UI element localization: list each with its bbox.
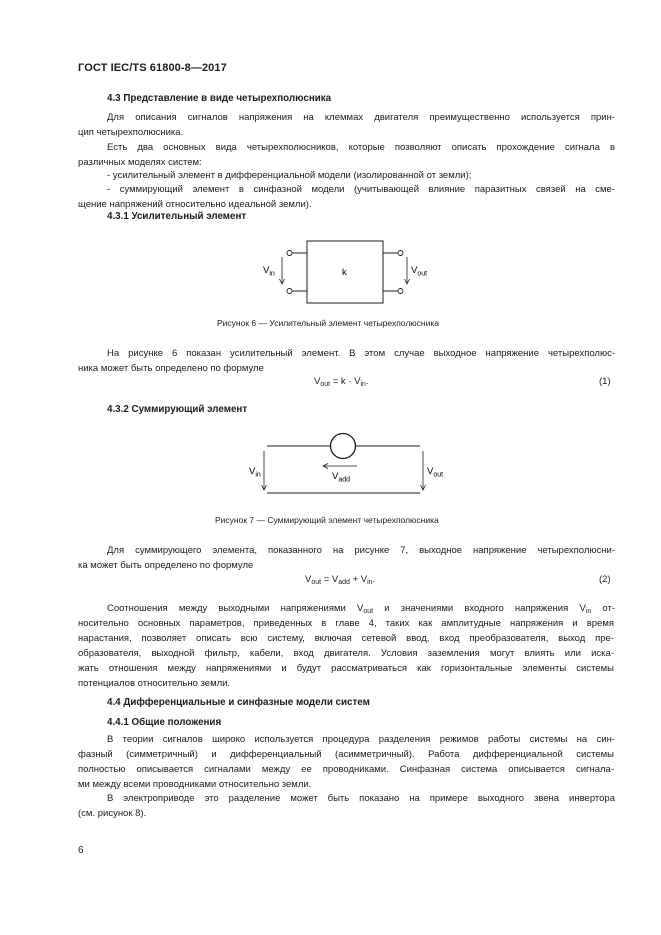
vout-label: $V_{out}$	[411, 265, 428, 278]
paragraph-line: полностью описывается сигналами между ее проводниками. Синфазная система описывается сигнала-	[78, 764, 614, 775]
paragraph-line: Есть два основных вида четырехполюсников, которые позволяют описать прохождение сигнала в	[107, 142, 615, 153]
section-4-4-1-title: 4.4.1 Общие положения	[107, 717, 222, 728]
output-terminal	[398, 251, 403, 256]
paragraph-line: ми между всеми проводниками относительно земли.	[78, 779, 312, 790]
section-4-3-title: 4.3 Представление в виде четырехполюсника	[107, 93, 332, 104]
section-4-4-title: 4.4 Дифференциальные и синфазные модели систем	[107, 697, 370, 708]
paragraph-line: Соотношения между выходными напряжениями $V_{out}$ и значениями входного напряжения $V_{in}$ от-	[107, 603, 616, 615]
paragraph-line: Для описания сигналов напряжения на клеммах двигателя преимущественно используется прин-	[107, 112, 615, 123]
paragraph-line: нарастания, позволяет описать всю систему, включая сетевой ввод, вход преобразователя, выход пре-	[78, 633, 614, 644]
paragraph-line: В теории сигналов широко используется процедура разделения режимов работы системы на син-	[107, 734, 615, 745]
paragraph-line: образователя, выходной фильтр, кабели, вход двигателя. Условия заземления могут влиять или иска-	[78, 648, 614, 659]
figure-6-amplifier-diagram	[250, 235, 428, 311]
equation-number-2: (2)	[599, 574, 611, 585]
paragraph-line: носительно основных параметров, приведенных в главе 4, таких как амплитудные напряжения и время	[78, 618, 614, 629]
document-header: ГОСТ IEC/TS 61800-8—2017	[78, 62, 227, 74]
paragraph-line: На рисунке 6 показан усилительный элемент. В этом случае выходное напряжение четырехполюс-	[107, 348, 615, 359]
paragraph-line: ка может быть определено по формуле	[78, 560, 254, 571]
output-terminal	[398, 289, 403, 294]
figure-7-summing-diagram	[240, 430, 460, 500]
page-number: 6	[78, 845, 84, 856]
input-terminal	[287, 289, 292, 294]
figure-7-caption: Рисунок 7 — Суммирующий элемент четырехполюсника	[215, 515, 439, 525]
paragraph-line: цип четырехполюсника.	[78, 127, 184, 138]
vin-label: $V_{in}$	[263, 265, 275, 278]
paragraph-line: (см. рисунок 8).	[78, 808, 147, 819]
vout-label: $V_{out}$	[427, 466, 444, 479]
paragraph-line: жать отношения между напряжениями и будут рассматриваться как горизонтальные элементы системы	[78, 663, 614, 674]
section-4-3-2-title: 4.3.2 Суммирующий элемент	[107, 404, 248, 415]
section-4-3-1-title: 4.3.1 Усилительный элемент	[107, 211, 247, 222]
gain-k-label: k	[342, 267, 347, 278]
paragraph-line: ника может быть определено по формуле	[78, 363, 264, 374]
vin-label: $V_{in}$	[249, 466, 261, 479]
list-item: - суммирующий элемент в синфазной модели (учитывающей влияние паразитных связей на сме-	[107, 184, 615, 195]
paragraph-line: фазный (симметричный) и дифференциальный (асимметричный). Работа дифференциальной системы	[78, 749, 614, 760]
figure-6-caption: Рисунок 6 — Усилительный элемент четырехполюсника	[217, 318, 440, 328]
list-item: - усилительный элемент в дифференциальной модели (изолированной от земли);	[107, 170, 472, 181]
list-item-continuation: щение напряжений относительно идеальной земли).	[78, 199, 312, 210]
formula-1: $V_{out} = k \cdot V_{in}$.	[314, 376, 369, 388]
paragraph-line: В электроприводе это разделение может быть показано на примере выходного звена инвертора	[107, 793, 615, 804]
paragraph-line: потенциалов относительно земли.	[78, 678, 231, 689]
equation-number-1: (1)	[599, 376, 611, 387]
paragraph-line: различных моделях систем:	[78, 157, 202, 168]
formula-2: $V_{out} = V_{add} + V_{in}$.	[305, 574, 376, 586]
vadd-label: $V_{add}$	[332, 471, 351, 484]
input-terminal	[287, 251, 292, 256]
paragraph-line: Для суммирующего элемента, показанного на рисунке 7, выходное напряжение четырехполюсни-	[107, 545, 615, 556]
summing-node	[331, 434, 356, 459]
